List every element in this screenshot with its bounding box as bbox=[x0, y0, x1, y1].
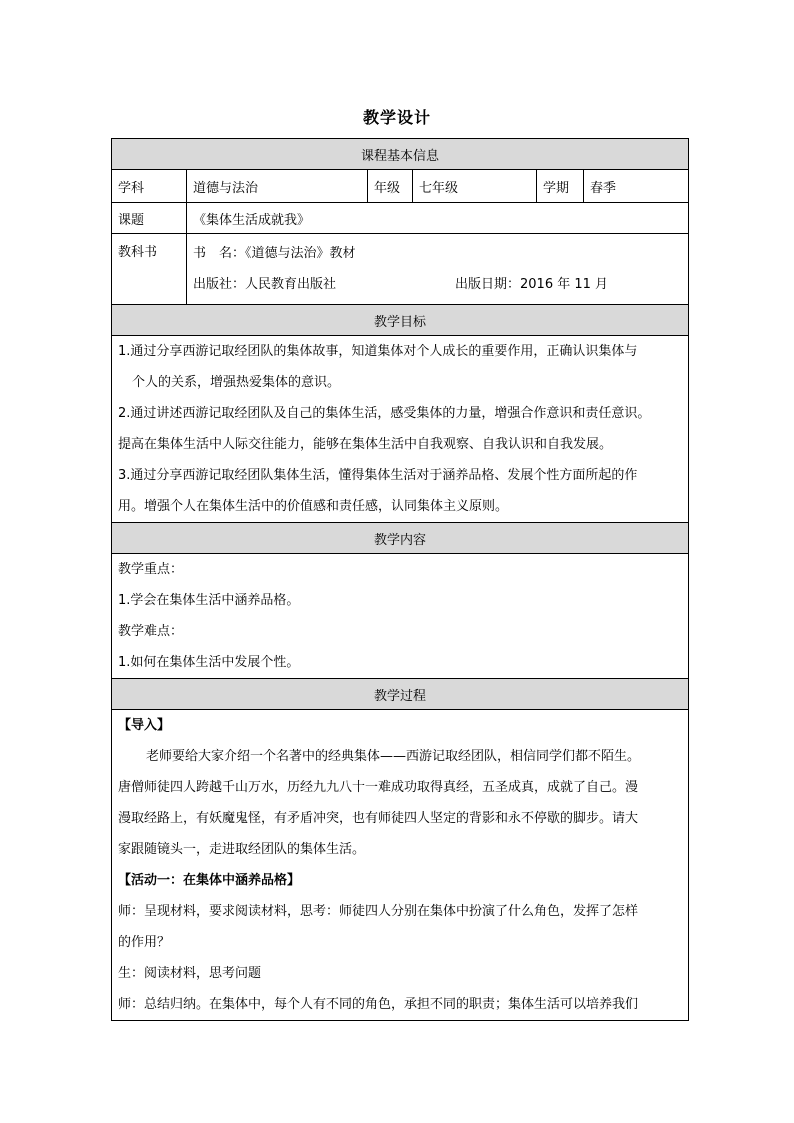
publisher: 出版社：人民教育出版社 bbox=[193, 277, 337, 292]
content-line: 教学难点： bbox=[118, 624, 184, 639]
subject-label: 学科 bbox=[112, 170, 187, 203]
process-body bbox=[112, 710, 689, 1021]
content-line: 1.学会在集体生活中涵养品格。 bbox=[118, 593, 300, 608]
lesson-plan-table bbox=[111, 138, 689, 1021]
process-line: 生：阅读材料，思考问题 bbox=[118, 966, 262, 981]
publication-row bbox=[193, 269, 682, 300]
objective-line: 提高在集体生活中人际交往能力，能够在集体生活中自我观察、自我认识和自我发展。 bbox=[118, 437, 613, 452]
textbook-info bbox=[187, 234, 689, 305]
topic-label: 课题 bbox=[112, 203, 187, 234]
textbook-label: 教科书 bbox=[112, 234, 187, 305]
objective-line: 3.通过分享西游记取经团队集体生活，懂得集体生活对于涵养品格、发展个性方面所起的作 bbox=[118, 468, 638, 483]
grade-label: 年级 bbox=[368, 170, 413, 203]
content-line: 1.如何在集体生活中发展个性。 bbox=[118, 655, 300, 670]
subject-value: 道德与法治 bbox=[187, 170, 368, 203]
content-body bbox=[112, 554, 689, 679]
publication-date: 出版日期：2016 年 11 月 bbox=[455, 277, 609, 292]
objectives-body bbox=[112, 336, 689, 523]
process-header: 教学过程 bbox=[112, 679, 689, 710]
process-line: 唐僧师徒四人跨越千山万水，历经九九八十一难成功取得真经，五圣成真，成就了自己。漫 bbox=[118, 780, 639, 795]
content-line: 教学重点： bbox=[118, 562, 184, 577]
topic-value: 《集体生活成就我》 bbox=[187, 203, 689, 234]
process-line: 师：呈现材料，要求阅读材料，思考：师徒四人分别在集体中扮演了什么角色，发挥了怎样 bbox=[118, 904, 639, 919]
process-line: 家跟随镜头一，走进取经团队的集体生活。 bbox=[118, 842, 366, 857]
process-line: 漫取经路上，有妖魔鬼怪，有矛盾冲突，也有师徒四人坚定的背影和永不停歇的脚步。请大 bbox=[118, 811, 639, 826]
objective-line: 个人的关系，增强热爱集体的意识。 bbox=[132, 375, 341, 390]
process-line: 的作用？ bbox=[118, 935, 171, 950]
basic-info-header: 课程基本信息 bbox=[112, 139, 689, 170]
intro-heading: 【导入】 bbox=[118, 718, 171, 733]
objective-line: 1.通过分享西游记取经团队的集体故事，知道集体对个人成长的重要作用，正确认识集体与 bbox=[118, 344, 638, 359]
process-line: 师：总结归纳。在集体中，每个人有不同的角色，承担不同的职责；集体生活可以培养我们 bbox=[118, 997, 639, 1012]
objectives-header: 教学目标 bbox=[112, 305, 689, 336]
process-line: 老师要给大家介绍一个名著中的经典集体——西游记取经团队，相信同学们都不陌生。 bbox=[146, 749, 641, 764]
term-label: 学期 bbox=[537, 170, 584, 203]
objective-line: 用。增强个人在集体生活中的价值感和责任感，认同集体主义原则。 bbox=[118, 499, 509, 514]
activity-heading: 【活动一：在集体中涵养品格】 bbox=[118, 873, 301, 888]
content-header: 教学内容 bbox=[112, 523, 689, 554]
page-title: 教学设计 bbox=[362, 108, 431, 127]
book-name: 书 名：《道德与法治》教材 bbox=[193, 246, 356, 261]
objective-line: 2.通过讲述西游记取经团队及自己的集体生活，感受集体的力量，增强合作意识和责任意识。 bbox=[118, 406, 651, 421]
term-value: 春季 bbox=[584, 170, 689, 203]
grade-value: 七年级 bbox=[413, 170, 537, 203]
